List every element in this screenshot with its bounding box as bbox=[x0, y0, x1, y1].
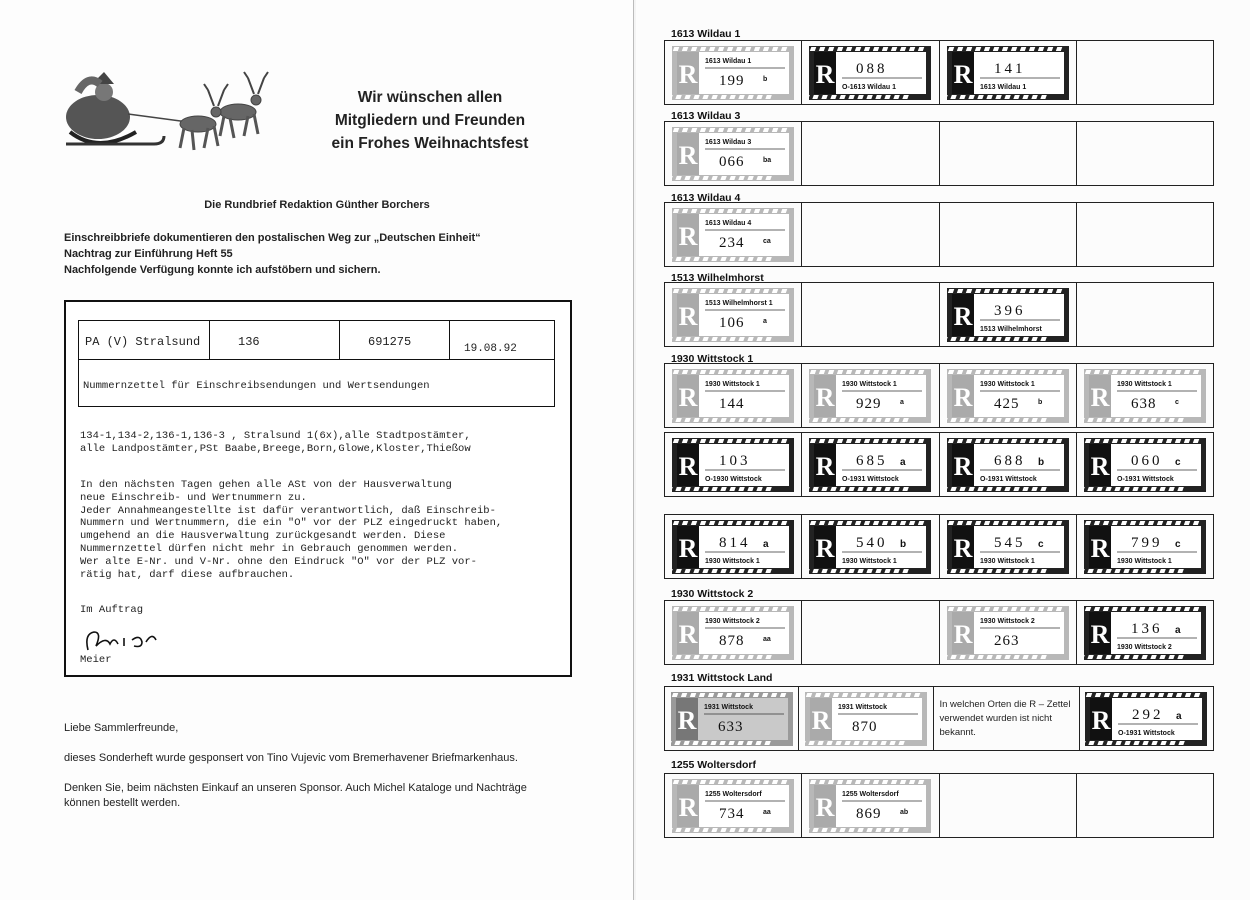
label-row bbox=[664, 773, 1214, 838]
registration-r-mark: R bbox=[678, 533, 698, 563]
registration-r-mark: R bbox=[815, 59, 835, 89]
label-place-name: O-1930 Wittstock bbox=[705, 475, 762, 483]
label-place-name: 1930 Wittstock 2 bbox=[1116, 643, 1172, 651]
decree-body-line: umgehend an die Hausverwaltung zurückgesandt werden. Diese bbox=[80, 530, 446, 543]
label-number: 540 bbox=[856, 534, 888, 551]
registration-label bbox=[671, 368, 795, 424]
registration-label bbox=[946, 368, 1070, 424]
intro-text bbox=[64, 230, 481, 278]
label-cell bbox=[665, 515, 802, 578]
label-suffix: a bbox=[763, 538, 769, 550]
registration-r-mark: R bbox=[953, 533, 973, 563]
label-cell bbox=[799, 687, 933, 750]
section-title: 1613 Wildau 1 bbox=[671, 28, 741, 40]
empty-cell bbox=[802, 122, 939, 185]
label-suffix: a bbox=[900, 456, 906, 468]
registration-r-mark: R bbox=[678, 451, 698, 481]
registration-label bbox=[946, 605, 1070, 661]
label-cell bbox=[665, 41, 802, 104]
decree-recipients-line: 134-1,134-2,136-1,136-3 , Stralsund 1(6x),alle Stadtpostämter, bbox=[80, 430, 471, 442]
decree-header-table bbox=[78, 320, 555, 407]
registration-label bbox=[1083, 605, 1207, 661]
registration-r-mark: R bbox=[1091, 705, 1111, 735]
label-place-name: O-1931 Wittstock bbox=[979, 475, 1037, 483]
empty-cell bbox=[802, 283, 939, 346]
registration-r-mark: R bbox=[678, 140, 698, 170]
label-number: 870 bbox=[851, 718, 878, 735]
label-place-name: 1255 Woltersdorf bbox=[842, 790, 900, 798]
label-suffix: c bbox=[1037, 538, 1044, 550]
decree-body bbox=[80, 479, 502, 581]
label-cell bbox=[940, 515, 1077, 578]
decree-recipients bbox=[80, 430, 471, 456]
decree-number: 136 bbox=[210, 321, 340, 359]
decree-reference: 691275 bbox=[340, 321, 450, 359]
label-place-name: 1930 Wittstock 1 bbox=[842, 380, 898, 388]
greeting bbox=[300, 86, 560, 155]
intro-line: Nachfolgende Verfügung konnte ich aufstöbern und sichern. bbox=[64, 264, 381, 276]
registration-r-mark: R bbox=[678, 301, 698, 331]
decree-body-line: Wer alte E-Nr. und V-Nr. ohne den Eindruck "O" vor der PLZ vor- bbox=[80, 555, 477, 568]
label-number: 685 bbox=[856, 452, 888, 469]
registration-r-mark: R bbox=[815, 533, 835, 563]
label-place-name: 1513 Wilhelmhorst bbox=[979, 325, 1042, 333]
empty-cell bbox=[802, 203, 939, 266]
label-place-name: 1613 Wildau 1 bbox=[705, 57, 752, 65]
label-suffix: ca bbox=[763, 237, 771, 245]
label-place-name: 1930 Wittstock 2 bbox=[705, 617, 760, 625]
label-suffix: aa bbox=[763, 635, 771, 643]
registration-label bbox=[671, 605, 795, 661]
greeting-line: Wir wünschen allen bbox=[357, 89, 503, 106]
registration-r-mark: R bbox=[953, 382, 973, 412]
label-place-name: O-1613 Wildau 1 bbox=[842, 83, 897, 91]
section-title: 1931 Wittstock Land bbox=[671, 672, 773, 684]
label-number: 106 bbox=[719, 314, 745, 331]
label-cell bbox=[802, 433, 939, 496]
label-place-name: 1931 Wittstock bbox=[703, 703, 753, 711]
label-number: 869 bbox=[856, 805, 882, 822]
label-row bbox=[664, 121, 1214, 186]
label-cell bbox=[802, 774, 939, 837]
label-suffix: b bbox=[1037, 398, 1042, 406]
registration-label bbox=[1083, 368, 1207, 424]
registration-r-mark: R bbox=[1090, 533, 1110, 563]
registration-label bbox=[808, 45, 932, 101]
section-title: 1255 Woltersdorf bbox=[671, 759, 756, 771]
registration-label bbox=[808, 437, 932, 493]
registration-label bbox=[671, 778, 795, 834]
label-place-name: 1513 Wilhelmhorst 1 bbox=[705, 299, 773, 307]
label-number: 799 bbox=[1130, 534, 1163, 551]
registration-label bbox=[1083, 519, 1207, 575]
empty-cell bbox=[1077, 41, 1213, 104]
registration-label bbox=[804, 691, 928, 747]
registration-label bbox=[671, 519, 795, 575]
label-cell bbox=[940, 433, 1077, 496]
decree-signer: Meier bbox=[80, 654, 112, 666]
empty-cell bbox=[1077, 774, 1213, 837]
empty-cell bbox=[1077, 122, 1213, 185]
intro-line: Einschreibbriefe dokumentieren den postalischen Weg zur „Deutschen Einheit“ bbox=[64, 232, 481, 244]
empty-cell bbox=[940, 203, 1077, 266]
decree-body-line: Nummern und Wertnummern, die ein "O" vor der PLZ eingedruckt haben, bbox=[80, 517, 503, 530]
label-cell bbox=[802, 515, 939, 578]
label-cell bbox=[1077, 601, 1213, 664]
registration-r-mark: R bbox=[1090, 619, 1110, 649]
note-cell bbox=[934, 687, 1080, 750]
greeting-line: Mitgliedern und Freunden bbox=[334, 112, 526, 129]
label-number: 734 bbox=[719, 805, 745, 822]
registration-r-mark: R bbox=[815, 792, 835, 822]
label-cell bbox=[940, 283, 1077, 346]
label-number: 088 bbox=[856, 60, 888, 77]
label-cell bbox=[665, 364, 802, 427]
greeting-line: ein Frohes Weihnachtsfest bbox=[331, 135, 529, 152]
label-number: 144 bbox=[719, 395, 745, 412]
decree-date: 19.08.92 bbox=[464, 343, 517, 355]
registration-label bbox=[808, 519, 932, 575]
label-number: 292 bbox=[1132, 706, 1164, 723]
registration-r-mark: R bbox=[1090, 451, 1110, 481]
label-number: 814 bbox=[719, 534, 751, 551]
label-place-name: 1930 Wittstock 1 bbox=[979, 380, 1035, 388]
label-number: 878 bbox=[719, 632, 745, 649]
label-place-name: 1255 Woltersdorf bbox=[705, 790, 762, 798]
archived-decree-document bbox=[64, 300, 572, 677]
registration-label bbox=[808, 368, 932, 424]
label-number: 633 bbox=[717, 718, 744, 735]
label-row bbox=[664, 363, 1214, 428]
santa-sleigh-illustration bbox=[58, 62, 278, 162]
decree-body-line: Jeder Annahmeangestellte ist dafür verantwortlich, daß Einschreib- bbox=[80, 504, 496, 517]
label-number: 060 bbox=[1130, 452, 1163, 469]
registration-r-mark: R bbox=[811, 705, 831, 735]
label-cell bbox=[940, 41, 1077, 104]
registration-label bbox=[1084, 691, 1208, 747]
registration-r-mark: R bbox=[678, 59, 698, 89]
label-cell bbox=[1077, 433, 1213, 496]
label-cell bbox=[1077, 364, 1213, 427]
label-cell bbox=[1080, 687, 1213, 750]
label-cell bbox=[802, 41, 939, 104]
decree-body-line: rätig hat, darf diese aufbrauchen. bbox=[80, 568, 295, 581]
registration-label bbox=[946, 45, 1070, 101]
empty-cell bbox=[1077, 283, 1213, 346]
decree-recipients-line: alle Landpostämter,PSt Baabe,Breege,Born,Glowe,Kloster,Thießow bbox=[80, 443, 471, 455]
registration-label bbox=[946, 287, 1070, 343]
closing-text bbox=[64, 721, 527, 811]
sponsor-note: dieses Sonderheft wurde gesponsert von Tino Vujevic vom Bremerhavener Briefmarkenhaus. bbox=[64, 752, 518, 764]
label-suffix: a bbox=[900, 398, 905, 406]
label-place-name: 1930 Wittstock 2 bbox=[979, 617, 1035, 625]
label-row bbox=[664, 282, 1214, 347]
label-place-name: O-1931 Wittstock bbox=[842, 475, 900, 483]
right-page bbox=[636, 0, 1250, 900]
section-title: 1513 Wilhelmhorst bbox=[671, 272, 764, 284]
registration-label bbox=[670, 691, 794, 747]
label-number: 199 bbox=[719, 72, 745, 89]
registration-r-mark: R bbox=[678, 221, 698, 251]
registration-r-mark: R bbox=[1090, 382, 1110, 412]
label-suffix: c bbox=[1174, 398, 1179, 406]
registration-label bbox=[671, 126, 795, 182]
usage-unknown-note: In welchen Orten die R – Zettel verwendet wurden ist nicht bekannt. bbox=[939, 698, 1071, 738]
registration-label bbox=[671, 437, 795, 493]
label-number: 141 bbox=[993, 60, 1026, 77]
section-title: 1930 Wittstock 1 bbox=[671, 353, 754, 365]
label-place-name: O-1931 Wittstock bbox=[1116, 475, 1174, 483]
handwritten-signature bbox=[80, 624, 160, 658]
label-suffix: ba bbox=[763, 156, 772, 164]
registration-label bbox=[671, 287, 795, 343]
registration-label bbox=[671, 207, 795, 263]
sponsor-reminder-line: können bestellt werden. bbox=[64, 797, 181, 809]
label-place-name: 1931 Wittstock bbox=[837, 703, 887, 711]
section-title: 1613 Wildau 3 bbox=[671, 110, 741, 122]
label-row bbox=[664, 600, 1214, 665]
label-place-name: 1930 Wittstock 1 bbox=[705, 380, 760, 388]
label-place-name: 1613 Wildau 3 bbox=[705, 138, 752, 146]
registration-label bbox=[1083, 437, 1207, 493]
label-number: 103 bbox=[719, 452, 751, 469]
label-suffix: aa bbox=[763, 808, 771, 816]
empty-cell bbox=[940, 774, 1077, 837]
label-cell bbox=[665, 283, 802, 346]
label-cell bbox=[665, 122, 802, 185]
label-row bbox=[664, 686, 1214, 751]
empty-cell bbox=[1077, 203, 1213, 266]
decree-auftrag: Im Auftrag bbox=[80, 604, 144, 616]
decree-subject: Nummernzettel für Einschreibsendungen und Wertsendungen bbox=[79, 359, 554, 406]
label-number: 545 bbox=[993, 534, 1026, 551]
registration-r-mark: R bbox=[678, 792, 698, 822]
label-row bbox=[664, 40, 1214, 105]
intro-line: Nachtrag zur Einführung Heft 55 bbox=[64, 248, 233, 260]
label-suffix: a bbox=[1176, 710, 1182, 722]
label-place-name: 1613 Wildau 1 bbox=[979, 83, 1026, 91]
empty-cell bbox=[802, 601, 939, 664]
label-place-name: O-1931 Wittstock bbox=[1118, 729, 1176, 737]
label-cell bbox=[1077, 515, 1213, 578]
registration-r-mark: R bbox=[678, 619, 698, 649]
label-cell bbox=[665, 203, 802, 266]
label-number: 425 bbox=[993, 395, 1020, 412]
label-place-name: 1930 Wittstock 1 bbox=[1116, 380, 1172, 388]
editor-line: Die Rundbrief Redaktion Günther Borchers bbox=[204, 199, 430, 211]
closing-salutation: Liebe Sammlerfreunde, bbox=[64, 722, 179, 734]
registration-label bbox=[671, 45, 795, 101]
label-place-name: 1930 Wittstock 1 bbox=[842, 557, 898, 565]
label-suffix: a bbox=[1174, 624, 1181, 636]
label-suffix: b bbox=[763, 75, 768, 83]
label-cell bbox=[802, 364, 939, 427]
label-number: 234 bbox=[719, 234, 745, 251]
registration-r-mark: R bbox=[953, 59, 973, 89]
label-cell bbox=[665, 433, 802, 496]
label-cell bbox=[665, 601, 802, 664]
decree-body-line: In den nächsten Tagen gehen alle ASt von der Hausverwaltung bbox=[80, 479, 452, 491]
section-title: 1613 Wildau 4 bbox=[671, 192, 741, 204]
label-cell bbox=[940, 364, 1077, 427]
registration-r-mark: R bbox=[815, 382, 835, 412]
registration-r-mark: R bbox=[953, 451, 973, 481]
label-place-name: 1930 Wittstock 1 bbox=[979, 557, 1035, 565]
decree-body-line: Nummernzettel dürfen nicht mehr in Gebrauch genommen werden. bbox=[80, 542, 459, 555]
registration-r-mark: R bbox=[677, 705, 697, 735]
label-suffix: b bbox=[900, 538, 907, 550]
label-suffix: c bbox=[1174, 538, 1181, 550]
registration-label bbox=[946, 519, 1070, 575]
label-suffix: a bbox=[763, 317, 768, 325]
label-number: 136 bbox=[1130, 620, 1163, 637]
registration-label bbox=[808, 778, 932, 834]
registration-label bbox=[946, 437, 1070, 493]
label-row bbox=[664, 432, 1214, 497]
label-number: 066 bbox=[719, 153, 745, 170]
label-number: 396 bbox=[993, 302, 1026, 319]
label-number: 929 bbox=[856, 395, 882, 412]
sponsor-reminder-line: Denken Sie, beim nächsten Einkauf an unseren Sponsor. Auch Michel Kataloge und Nachträge bbox=[64, 782, 527, 794]
section-title: 1930 Wittstock 2 bbox=[671, 588, 754, 600]
label-suffix: b bbox=[1037, 456, 1044, 468]
label-cell bbox=[665, 687, 799, 750]
registration-r-mark: R bbox=[953, 301, 973, 331]
label-place-name: 1613 Wildau 4 bbox=[705, 219, 752, 227]
label-suffix: c bbox=[1174, 456, 1181, 468]
registration-r-mark: R bbox=[953, 619, 973, 649]
label-place-name: 1930 Wittstock 1 bbox=[1116, 557, 1172, 565]
label-number: 638 bbox=[1130, 395, 1157, 412]
registration-r-mark: R bbox=[678, 382, 698, 412]
decree-body-line: neue Einschreib- und Wertnummern zu. bbox=[80, 491, 307, 504]
label-cell bbox=[665, 774, 802, 837]
decree-office: PA (V) Stralsund bbox=[79, 321, 210, 359]
label-suffix: ab bbox=[900, 808, 909, 816]
registration-r-mark: R bbox=[815, 451, 835, 481]
label-cell bbox=[940, 601, 1077, 664]
label-row bbox=[664, 202, 1214, 267]
empty-cell bbox=[940, 122, 1077, 185]
label-place-name: 1930 Wittstock 1 bbox=[705, 557, 760, 565]
label-number: 263 bbox=[993, 632, 1020, 649]
label-row bbox=[664, 514, 1214, 579]
label-number: 688 bbox=[993, 452, 1026, 469]
